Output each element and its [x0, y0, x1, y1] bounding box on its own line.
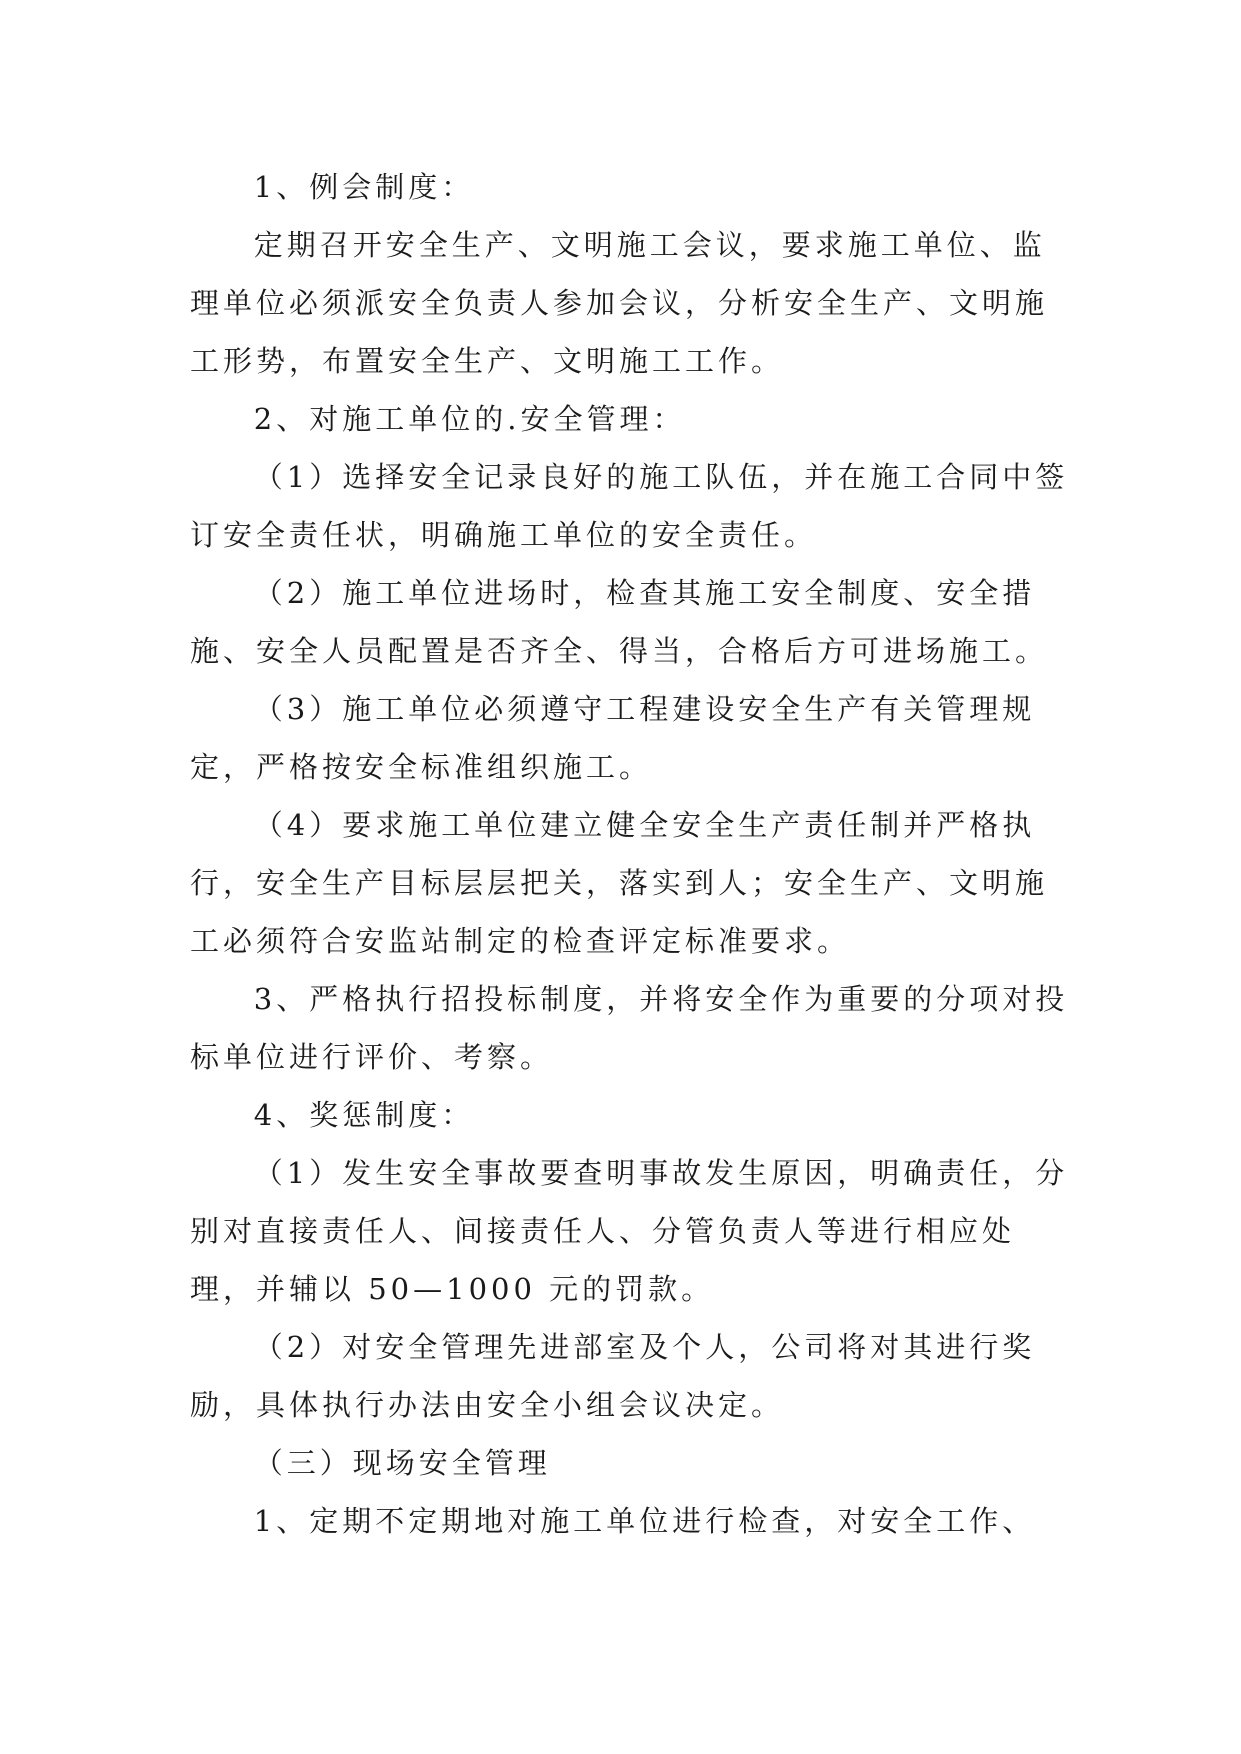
- paragraph-site-safety-heading: （三）现场安全管理: [253, 1446, 551, 1480]
- document-body: [190, 158, 1070, 1550]
- paragraph-reward-penalty-item-1: （1）发生安全事故要查明事故发生原因，明确责任，分别对直接责任人、间接责任人、分管负责人等进行相应处理，并辅以 50—1000 元的罚款。: [190, 1156, 1069, 1306]
- paragraph-contractor-item-4: （4）要求施工单位建立健全安全生产责任制并严格执行，安全生产目标层层把关，落实到人；安全生产、文明施工必须符合安监站制定的检查评定标准要求。: [190, 808, 1049, 958]
- paragraph-meeting-system: 定期召开安全生产、文明施工会议，要求施工单位、监理单位必须派安全负责人参加会议，分析安全生产、文明施工形势，布置安全生产、文明施工工作。: [190, 228, 1049, 378]
- paragraph-contractor-safety-heading: 2、对施工单位的.安全管理：: [253, 402, 686, 436]
- paragraph-site-inspection: 1、定期不定期地对施工单位进行检查，对安全工作、: [253, 1504, 1036, 1538]
- paragraph-reward-penalty-item-2: （2）对安全管理先进部室及个人，公司将对其进行奖励，具体执行办法由安全小组会议决定。: [190, 1330, 1036, 1422]
- paragraph-reward-penalty-heading: 4、奖惩制度：: [253, 1098, 475, 1132]
- paragraph-bidding: 3、严格执行招投标制度，并将安全作为重要的分项对投标单位进行评价、考察。: [190, 982, 1069, 1074]
- paragraph-contractor-item-3: （3）施工单位必须遵守工程建设安全生产有关管理规定，严格按安全标准组织施工。: [190, 692, 1036, 784]
- paragraph-contractor-item-1: （1）选择安全记录良好的施工队伍，并在施工合同中签订安全责任状，明确施工单位的安全责任。: [190, 460, 1069, 552]
- paragraph-meeting-system-heading: 1、例会制度：: [253, 170, 475, 204]
- paragraph-contractor-item-2: （2）施工单位进场时，检查其施工安全制度、安全措施、安全人员配置是否齐全、得当，合格后方可进场施工。: [190, 576, 1049, 668]
